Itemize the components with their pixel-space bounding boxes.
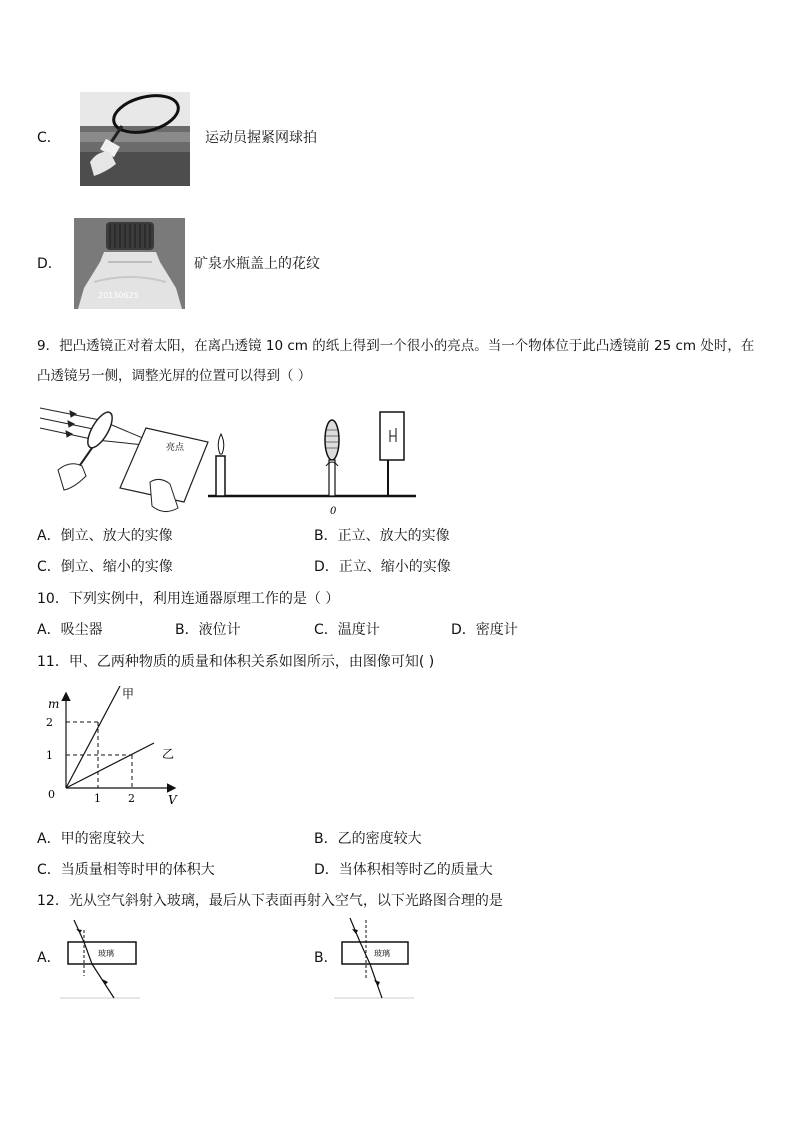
paper-bright-spot-label: 亮点 — [166, 443, 185, 453]
option-letter: C． — [37, 559, 61, 575]
option-text: 倒立、放大的实像 — [60, 528, 173, 544]
option-text: 倒立、缩小的实像 — [60, 559, 173, 575]
line-yi-label: 乙 — [162, 747, 175, 761]
x-tick-1: 1 — [94, 792, 101, 805]
q12-option-b-diagram[interactable] — [334, 916, 414, 1000]
option-letter: D． — [314, 862, 339, 878]
glass-label: 玻璃 — [98, 949, 114, 958]
option-text: 液位计 — [198, 622, 241, 638]
q9-stem-line1: 9．把凸透镜正对着太阳，在离凸透镜 10 cm 的纸上得到一个很小的亮点。当一个物体位于此凸透镜前 25 cm 处时，在 — [37, 338, 755, 354]
option-text: 甲的密度较大 — [60, 831, 145, 847]
option-letter: A． — [37, 528, 61, 544]
q9-option-c[interactable] — [37, 557, 173, 577]
line-jia-label: 甲 — [122, 687, 135, 701]
bench-origin-label: 0 — [330, 506, 337, 517]
q8-option-c-text: 运动员握紧网球拍 — [205, 130, 317, 146]
option-text: 吸尘器 — [60, 622, 103, 638]
option-letter: A． — [37, 831, 61, 847]
q10-option-b[interactable] — [175, 620, 241, 640]
q11-mass-volume-graph — [36, 686, 186, 808]
x-tick-2: 2 — [128, 792, 135, 805]
q10-option-d[interactable] — [451, 620, 518, 640]
option-letter: B． — [314, 528, 338, 544]
option-text: 正立、缩小的实像 — [338, 559, 451, 575]
q9-option-a[interactable] — [37, 526, 173, 546]
q8-option-c-letter: C． — [37, 130, 61, 146]
option-letter: D． — [314, 559, 339, 575]
glass-label: 玻璃 — [374, 949, 390, 958]
q9-option-d[interactable] — [314, 557, 451, 577]
y-tick-2: 2 — [46, 716, 53, 729]
q8-option-d-text: 矿泉水瓶盖上的花纹 — [194, 256, 320, 272]
q9-option-b[interactable] — [314, 526, 450, 546]
q11-option-d[interactable] — [314, 860, 493, 880]
option-text: 密度计 — [475, 622, 518, 638]
bottle-cap-photo — [74, 218, 185, 309]
q10-option-a[interactable] — [37, 620, 103, 640]
q12-option-a-letter[interactable]: A． — [37, 950, 61, 966]
x-axis-label: V — [168, 793, 177, 807]
y-axis-label: m — [48, 697, 60, 711]
option-text: 乙的密度较大 — [337, 831, 422, 847]
q12-option-a-diagram[interactable] — [60, 918, 140, 1000]
line-yi — [66, 743, 154, 788]
photo-date-stamp: 20130625 — [98, 291, 139, 300]
option-letter: C． — [37, 862, 61, 878]
q12-option-b-letter[interactable]: B． — [314, 950, 338, 966]
option-text: 温度计 — [337, 622, 380, 638]
option-letter: D． — [451, 622, 476, 638]
q11-option-b[interactable] — [314, 829, 422, 849]
q11-option-c[interactable] — [37, 860, 215, 880]
q9-figure — [38, 398, 422, 520]
line-jia — [66, 686, 120, 788]
origin-label: 0 — [48, 788, 55, 801]
q8-option-d-letter: D． — [37, 256, 62, 272]
option-letter: C． — [314, 622, 338, 638]
option-text: 当体积相等时乙的质量大 — [338, 862, 493, 878]
q12-stem: 12．光从空气斜射入玻璃，最后从下表面再射入空气，以下光路图合理的是 — [37, 893, 503, 909]
option-letter: B． — [175, 622, 199, 638]
q11-stem: 11．甲、乙两种物质的质量和体积关系如图所示，由图像可知( ) — [37, 654, 435, 670]
option-letter: B． — [314, 831, 338, 847]
q9-stem-line2: 凸透镜另一侧，调整光屏的位置可以得到（ ） — [37, 368, 312, 384]
q10-option-c[interactable] — [314, 620, 380, 640]
option-text: 当质量相等时甲的体积大 — [60, 862, 215, 878]
option-letter: A． — [37, 622, 61, 638]
q11-option-a[interactable] — [37, 829, 145, 849]
q10-stem: 10．下列实例中，利用连通器原理工作的是（ ） — [37, 591, 340, 607]
tennis-racket-photo — [80, 92, 190, 186]
option-text: 正立、放大的实像 — [337, 528, 450, 544]
y-tick-1: 1 — [46, 749, 53, 762]
